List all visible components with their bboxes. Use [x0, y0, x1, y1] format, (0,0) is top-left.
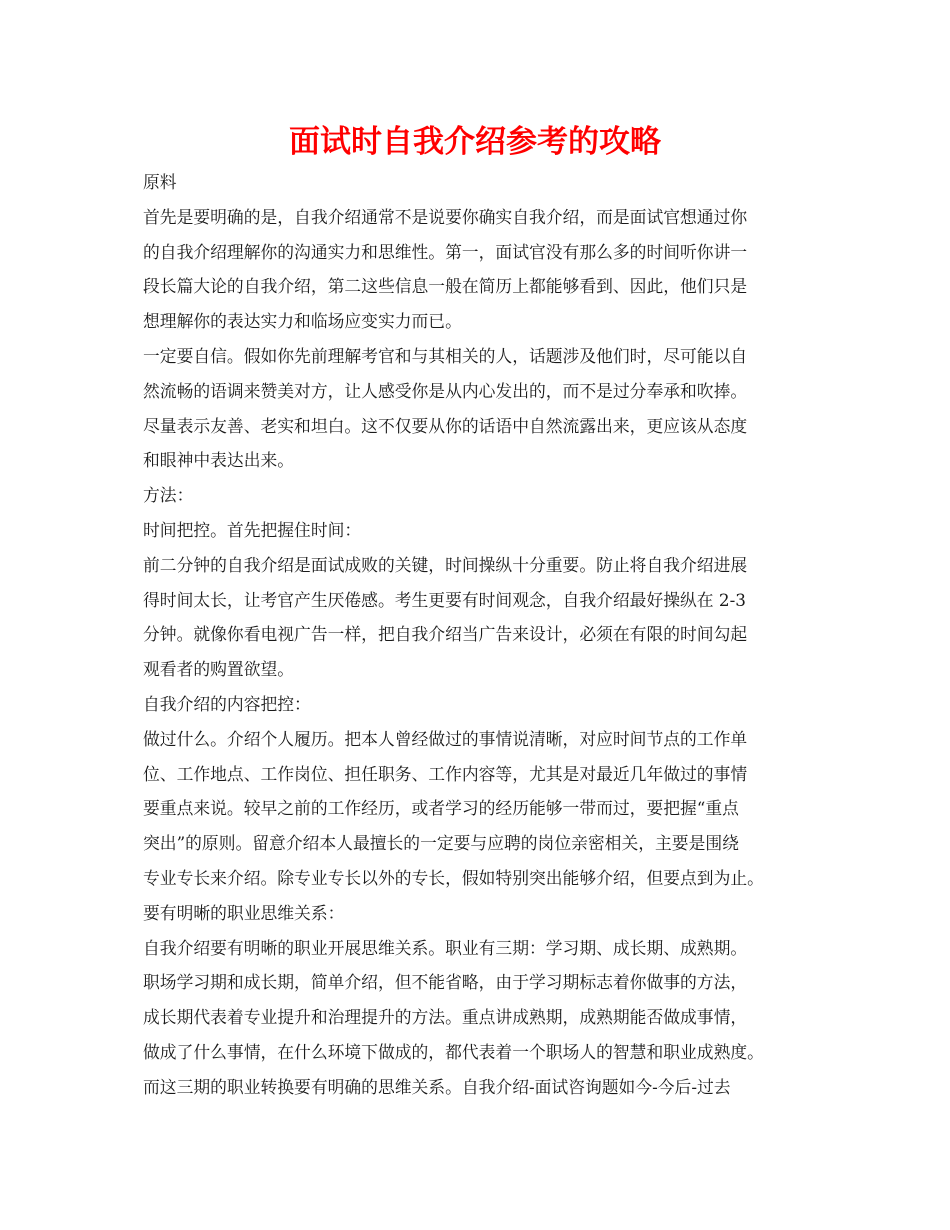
body-line: 做过什么。介绍个人履历。把本人曾经做过的事情说清晰，对应时间节点的工作单: [143, 728, 748, 749]
body-line: 突出”的原则。留意介绍本人最擅长的一定要与应聘的岗位亲密相关，主要是围绕: [143, 833, 739, 854]
body-line: 观看者的购置欲望。: [143, 659, 295, 680]
body-line: 首先是要明确的是，自我介绍通常不是说要你确实自我介绍，而是面试官想通过你: [143, 206, 748, 227]
body-line: 自我介绍的内容把控：: [143, 693, 311, 714]
body-line: 想理解你的表达实力和临场应变实力而已。: [143, 311, 462, 332]
body-line: 位、工作地点、工作岗位、担任职务、工作内容等，尤其是对最近几年做过的事情: [143, 763, 748, 784]
body-line: 得时间太长，让考官产生厌倦感。考生更要有时间观念，自我介绍最好操纵在 2-3: [143, 589, 746, 610]
body-line: 职场学习期和成长期，简单介绍，但不能省略，由于学习期标志着你做事的方法，: [143, 972, 748, 993]
body-line: 尽量表示友善、老实和坦白。这不仅要从你的话语中自然流露出来，更应该从态度: [143, 415, 748, 436]
body-line: 时间把控。首先把握住时间：: [143, 519, 362, 540]
body-line: 方法：: [143, 485, 194, 506]
body-line: 自我介绍要有明晰的职业开展思维关系。职业有三期：学习期、成长期、成熟期。: [143, 937, 748, 958]
document-body: [143, 165, 833, 1105]
body-line: 一定要自信。假如你先前理解考官和与其相关的人，话题涉及他们时，尽可能以自: [143, 345, 748, 366]
body-line: 做成了什么事情，在什么环境下做成的，都代表着一个职场人的智慧和职业成熟度。: [143, 1041, 764, 1062]
body-line: 成长期代表着专业提升和治理提升的方法。重点讲成熟期，成熟期能否做成事情，: [143, 1007, 748, 1028]
document-title: 面试时自我介绍参考的攻略: [289, 124, 661, 160]
body-line: 要重点来说。较早之前的工作经历，或者学习的经历能够一带而过，要把握“重点: [143, 798, 739, 819]
body-line: 而这三期的职业转换要有明确的思维关系。自我介绍-面试咨询题如今-今后-过去: [143, 1076, 731, 1097]
body-line: 要有明晰的职业思维关系：: [143, 902, 345, 923]
body-line: 前二分钟的自我介绍是面试成败的关键，时间操纵十分重要。防止将自我介绍进展: [143, 554, 748, 575]
body-line: 段长篇大论的自我介绍，第二这些信息一般在简历上都能够看到、因此，他们只是: [143, 276, 748, 297]
body-line: 原料: [143, 172, 177, 192]
body-line: 的自我介绍理解你的沟通实力和思维性。第一，面试官没有那么多的时间听你讲一: [143, 241, 748, 262]
body-line: 然流畅的语调来赞美对方，让人感受你是从内心发出的，而不是过分奉承和吹捧。: [143, 380, 748, 401]
body-line: 专业专长来介绍。除专业专长以外的专长，假如特别突出能够介绍，但要点到为止。: [143, 867, 764, 888]
body-line: 分钟。就像你看电视广告一样，把自我介绍当广告来设计，必须在有限的时间勾起: [143, 624, 748, 645]
body-line: 和眼神中表达出来。: [143, 450, 295, 471]
